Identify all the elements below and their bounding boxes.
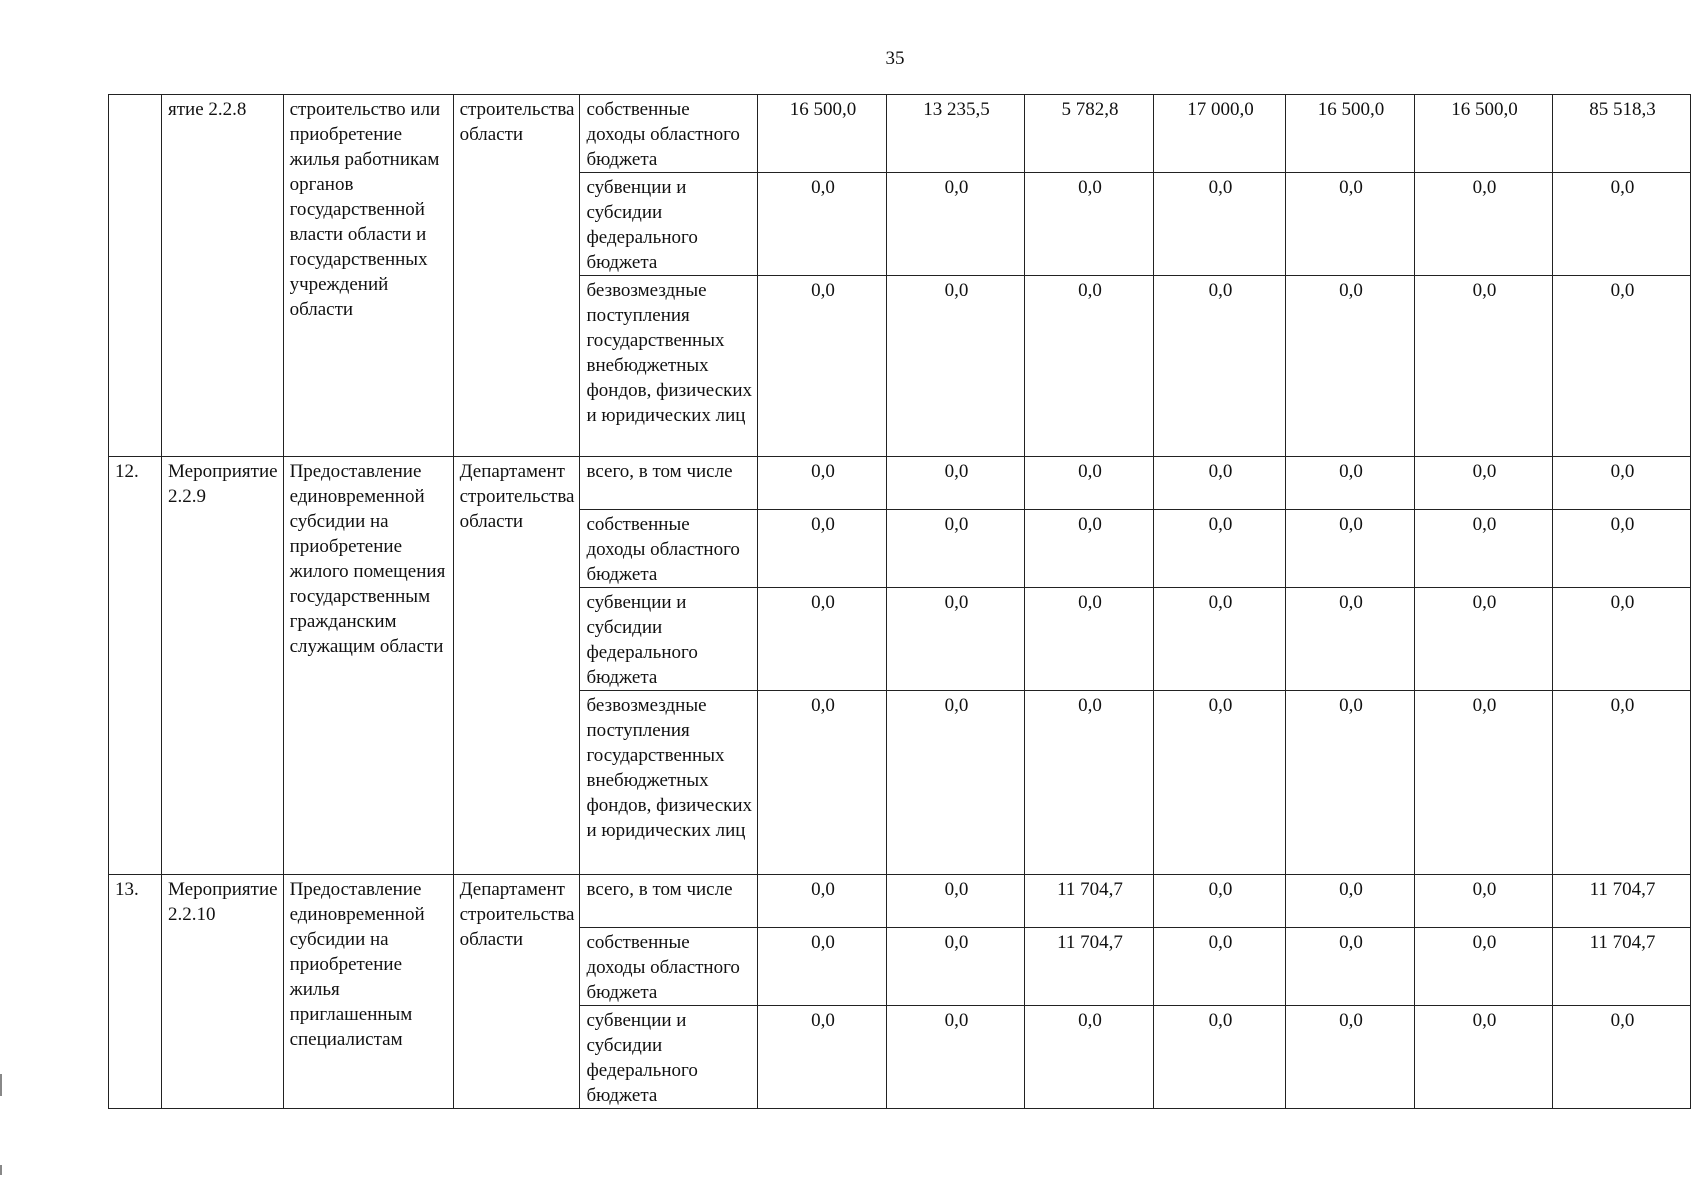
value-cell: 0,0 [758, 173, 887, 276]
value-cell: 0,0 [1415, 457, 1553, 510]
value-cell: 0,0 [1553, 510, 1691, 588]
value-cell: 0,0 [1025, 457, 1154, 510]
value-cell: 0,0 [758, 928, 887, 1006]
table-body [109, 95, 1691, 1109]
value-cell: 0,0 [1286, 691, 1415, 875]
value-cell: 0,0 [758, 1006, 887, 1109]
value-cell: 11 704,7 [1025, 928, 1154, 1006]
value-cell: 0,0 [1553, 457, 1691, 510]
value-cell: 5 782,8 [1025, 95, 1154, 173]
value-cell: 0,0 [887, 875, 1025, 928]
value-cell: 11 704,7 [1553, 928, 1691, 1006]
budget-table [108, 94, 1691, 1109]
executor: строительства области [453, 95, 580, 457]
value-cell: 0,0 [1154, 1006, 1286, 1109]
value-cell: 0,0 [1553, 691, 1691, 875]
value-cell: 0,0 [1553, 276, 1691, 457]
funding-source: субвенции и субсидии федерального бюджета [580, 588, 758, 691]
value-cell: 0,0 [758, 875, 887, 928]
table-row [109, 875, 1691, 928]
value-cell: 0,0 [758, 691, 887, 875]
value-cell: 0,0 [1286, 875, 1415, 928]
scan-mark [0, 1165, 2, 1175]
value-cell: 0,0 [887, 588, 1025, 691]
row-number: 12. [109, 457, 162, 875]
value-cell: 0,0 [887, 928, 1025, 1006]
value-cell: 0,0 [1154, 928, 1286, 1006]
value-cell: 0,0 [1286, 588, 1415, 691]
value-cell: 0,0 [758, 588, 887, 691]
value-cell: 11 704,7 [1553, 875, 1691, 928]
funding-source: собственные доходы областного бюджета [580, 510, 758, 588]
value-cell: 0,0 [1553, 173, 1691, 276]
value-cell: 0,0 [1415, 691, 1553, 875]
value-cell: 0,0 [1415, 510, 1553, 588]
value-cell: 0,0 [1286, 457, 1415, 510]
value-cell: 0,0 [758, 457, 887, 510]
value-cell: 0,0 [887, 691, 1025, 875]
value-cell: 0,0 [1415, 1006, 1553, 1109]
page-number: 35 [885, 48, 905, 69]
value-cell: 0,0 [1415, 928, 1553, 1006]
scan-mark [0, 1074, 2, 1096]
value-cell: 17 000,0 [1154, 95, 1286, 173]
funding-source: всего, в том числе [580, 457, 758, 510]
value-cell: 0,0 [1286, 173, 1415, 276]
value-cell: 0,0 [1025, 691, 1154, 875]
executor: Департамент строительства области [453, 875, 580, 1109]
value-cell: 0,0 [1553, 588, 1691, 691]
event-name: Предоставление единовременной субсидии на приобретение жилья приглашенным специалистам [283, 875, 453, 1109]
row-number [109, 95, 162, 457]
event-name: Предоставление единовременной субсидии на приобретение жилого помещения государственным гражданским служащим области [283, 457, 453, 875]
value-cell: 0,0 [1286, 276, 1415, 457]
event-code: Мероприятие 2.2.9 [162, 457, 284, 875]
value-cell: 0,0 [1025, 588, 1154, 691]
value-cell: 0,0 [1025, 1006, 1154, 1109]
value-cell: 0,0 [1154, 691, 1286, 875]
value-cell: 0,0 [1154, 457, 1286, 510]
funding-source: всего, в том числе [580, 875, 758, 928]
value-cell: 0,0 [1154, 173, 1286, 276]
table-row [109, 95, 1691, 173]
value-cell: 0,0 [758, 276, 887, 457]
value-cell: 0,0 [1154, 510, 1286, 588]
value-cell: 0,0 [1415, 875, 1553, 928]
value-cell: 0,0 [1415, 588, 1553, 691]
funding-source: субвенции и субсидии федерального бюджета [580, 1006, 758, 1109]
value-cell: 0,0 [887, 276, 1025, 457]
value-cell: 0,0 [1286, 510, 1415, 588]
value-cell: 0,0 [1415, 276, 1553, 457]
funding-source: собственные доходы областного бюджета [580, 95, 758, 173]
value-cell: 85 518,3 [1553, 95, 1691, 173]
value-cell: 0,0 [1025, 276, 1154, 457]
value-cell: 0,0 [1025, 510, 1154, 588]
table-row [109, 457, 1691, 510]
value-cell: 0,0 [758, 510, 887, 588]
executor: Департамент строительства области [453, 457, 580, 875]
value-cell: 0,0 [1154, 588, 1286, 691]
value-cell: 0,0 [1553, 1006, 1691, 1109]
value-cell: 0,0 [1154, 276, 1286, 457]
value-cell: 13 235,5 [887, 95, 1025, 173]
funding-source: собственные доходы областного бюджета [580, 928, 758, 1006]
funding-source: безвозмездные поступления государственных внебюджетных фондов, физических и юридических лиц [580, 691, 758, 875]
event-name: строительство или приобретение жилья работникам органов государственной власти области и государственных учреждений области [283, 95, 453, 457]
value-cell: 0,0 [887, 1006, 1025, 1109]
event-code: Мероприятие 2.2.10 [162, 875, 284, 1109]
value-cell: 0,0 [1154, 875, 1286, 928]
row-number: 13. [109, 875, 162, 1109]
funding-source: безвозмездные поступления государственных внебюджетных фондов, физических и юридических лиц [580, 276, 758, 457]
value-cell: 11 704,7 [1025, 875, 1154, 928]
value-cell: 0,0 [887, 510, 1025, 588]
value-cell: 0,0 [1415, 173, 1553, 276]
value-cell: 0,0 [887, 173, 1025, 276]
value-cell: 0,0 [1025, 173, 1154, 276]
value-cell: 0,0 [887, 457, 1025, 510]
value-cell: 0,0 [1286, 1006, 1415, 1109]
event-code: ятие 2.2.8 [162, 95, 284, 457]
value-cell: 16 500,0 [1415, 95, 1553, 173]
funding-source: субвенции и субсидии федерального бюджета [580, 173, 758, 276]
value-cell: 0,0 [1286, 928, 1415, 1006]
value-cell: 16 500,0 [1286, 95, 1415, 173]
value-cell: 16 500,0 [758, 95, 887, 173]
